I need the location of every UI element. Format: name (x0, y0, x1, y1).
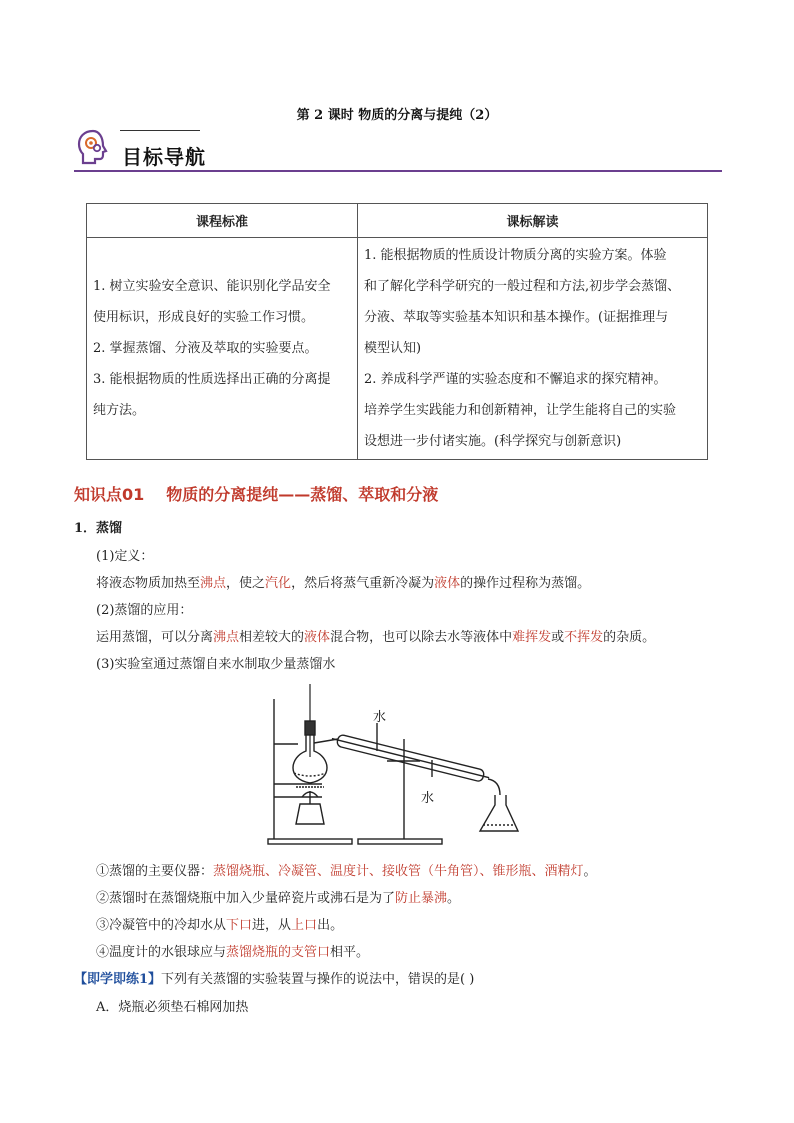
definition-label: (1)定义： (96, 549, 154, 564)
key-term: 不挥发 (564, 630, 604, 645)
application-text (96, 626, 655, 645)
cell-line: 1. 能根据物质的性质设计物质分离的实验方案。体验 (364, 248, 667, 263)
question-text: 下列有关蒸馏的实验装置与操作的说法中，错误的是( ) (161, 972, 475, 987)
text-run: ④温度计的水银球应与 (96, 945, 227, 960)
table-row (87, 238, 708, 460)
heading-rule (74, 170, 722, 172)
key-term: 沸点 (200, 576, 227, 591)
stand-base (358, 839, 442, 844)
point-4 (96, 941, 369, 960)
lesson-title: 第 2 课时 物质的分离与提纯（2） (296, 108, 498, 123)
cell-line: 2. 养成科学严谨的实验态度和不懈追求的探究精神。 (364, 372, 667, 387)
alcohol-lamp (296, 804, 324, 824)
text-run: 的杂质。 (603, 630, 656, 645)
key-term: 液体 (434, 576, 461, 591)
text-run: 混合物，也可以除去水等液体中 (330, 630, 513, 645)
text-run: 将液态物质加热至 (96, 576, 201, 591)
text-run: 出。 (317, 918, 344, 933)
key-term: 下口 (226, 918, 253, 933)
application-label: (2)蒸馏的应用： (96, 603, 193, 618)
key-term: 蒸馏烧瓶的支管口 (226, 945, 331, 960)
cell-line: 和了解化学科学研究的一般过程和方法,初步学会蒸馏、 (364, 279, 681, 294)
point-1 (96, 860, 597, 879)
cell-line: 3. 能根据物质的性质选择出正确的分离提 (93, 372, 331, 387)
cell-line: 使用标识，形成良好的实验工作习惯。 (93, 310, 315, 325)
text-run: 。 (583, 864, 597, 879)
lab-label: (3)实验室通过蒸馏自来水制取少量蒸馏水 (96, 657, 336, 672)
text-run: 。 (447, 891, 461, 906)
text-run: 相平。 (330, 945, 370, 960)
text-run: ③冷凝管中的冷却水从 (96, 918, 227, 933)
practice-question (74, 968, 474, 987)
definition-text (96, 572, 590, 591)
text-run: 或 (551, 630, 565, 645)
standards-table (86, 203, 708, 460)
table-cell-interpretation (358, 238, 708, 460)
table-header-cell: 课程标准 (87, 204, 358, 238)
distillation-apparatus-figure (262, 679, 542, 849)
stand-base (268, 839, 352, 844)
text-run: ，然后将蒸气重新冷凝为 (291, 576, 435, 591)
option-a: A．烧瓶必须垫石棉网加热 (96, 1000, 249, 1015)
water-out-label: 水 (421, 791, 435, 806)
cell-line: 纯方法。 (93, 403, 146, 418)
heading-overline (120, 130, 200, 131)
key-term: 汽化 (265, 576, 292, 591)
table-header-cell: 课标解读 (358, 204, 708, 238)
text-run: ，使之 (226, 576, 266, 591)
text-run: ②蒸馏时在蒸馏烧瓶中加入少量碎瓷片或沸石是为了 (96, 891, 396, 906)
table-header-row (87, 204, 708, 238)
knowledge-point-heading (74, 482, 438, 505)
adapter (488, 779, 500, 795)
section-heading: 目标导航 (122, 145, 206, 169)
distillation-heading: 1．蒸馏 (74, 521, 123, 536)
key-term: 上口 (291, 918, 318, 933)
flask-stopper (305, 721, 315, 735)
cell-line: 1. 树立实验安全意识、能识别化学品安全 (93, 279, 331, 294)
text-run: 进，从 (252, 918, 292, 933)
table-cell-standards (87, 238, 358, 460)
cell-line: 模型认知) (364, 341, 422, 356)
text-run: 相差较大的 (239, 630, 305, 645)
point-3 (96, 914, 343, 933)
cell-line: 设想进一步付诸实施。(科学探究与创新意识) (364, 434, 622, 449)
cell-line: 培养学生实践能力和创新精神，让学生能将自己的实验 (364, 403, 677, 418)
key-term: 蒸馏烧瓶、冷凝管、温度计、接收管（牛角管）、锥形瓶、酒精灯 (213, 864, 584, 879)
practice-label: 【即学即练1】 (74, 972, 162, 987)
text-run: 运用蒸馏，可以分离 (96, 630, 214, 645)
key-term: 难挥发 (512, 630, 552, 645)
text-run: 的操作过程称为蒸馏。 (460, 576, 591, 591)
text-run: ①蒸馏的主要仪器： (96, 864, 214, 879)
water-in-label: 水 (373, 710, 387, 725)
key-term: 沸点 (213, 630, 240, 645)
knowledge-point-topic: 物质的分离提纯——蒸馏、萃取和分液 (166, 485, 439, 504)
key-term: 防止暴沸 (395, 891, 448, 906)
head-gears-icon (75, 128, 111, 166)
cell-line: 分液、萃取等实验基本知识和基本操作。(证据推理与 (364, 310, 669, 325)
key-term: 液体 (304, 630, 331, 645)
cell-line: 2. 掌握蒸馏、分液及萃取的实验要点。 (93, 341, 318, 356)
knowledge-point-label: 知识点01 (74, 485, 145, 504)
point-2 (96, 887, 460, 906)
